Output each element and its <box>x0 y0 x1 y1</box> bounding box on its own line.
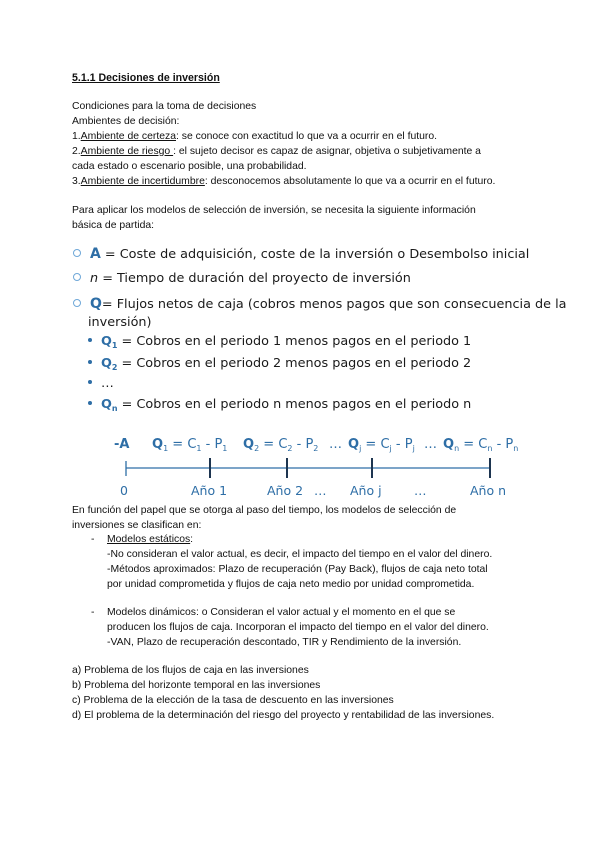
env2-text: : el sujeto decisor es capaz de asignar, objetiva o subjetivamente a <box>173 146 481 157</box>
env1-label: Ambiente de certeza <box>80 131 176 142</box>
intro-line-2: básica de partida: <box>72 220 155 231</box>
env2-num: 2. <box>72 146 81 157</box>
static-line-2: -Métodos aproximados: Plazo de recuperación (Pay Back), flujos de caja neto total <box>107 564 488 575</box>
timeline-top-dots-2: … <box>424 437 437 452</box>
dynamic-line-1: Modelos dinámicos: o Consideran el valor actual y el momento en el que se <box>107 607 456 618</box>
symbol-q1: Q <box>101 334 112 349</box>
environments-title: Ambientes de decisión: <box>72 116 180 127</box>
timeline-label-2: Año 2 <box>267 483 304 498</box>
bullet-q <box>73 296 566 312</box>
bullet-q1-text: = Cobros en el periodo 1 menos pagos en el periodo 1 <box>117 334 472 349</box>
conditions-title: Condiciones para la toma de decisiones <box>72 101 257 112</box>
timeline-label-dots-1: … <box>314 483 327 498</box>
function-line-1: En función del papel que se otorga al paso del tiempo, los modelos de selección de <box>72 505 457 516</box>
bullet-n-text: = Tiempo de duración del proyecto de inversión <box>98 271 411 286</box>
dynamic-dash: - <box>91 607 95 618</box>
timeline-label-j: Año j <box>350 483 382 498</box>
bullet-a <box>73 246 529 262</box>
env1-text: : se conoce con exactitud lo que va a ocurrir en el futuro. <box>175 131 438 142</box>
symbol-qn: Q <box>101 397 112 412</box>
static-dash: - <box>91 534 95 545</box>
bullet-q1 <box>88 334 471 350</box>
environment-risk <box>72 145 481 160</box>
dynamic-line-2: producen los flujos de caja. Incorporan el impacto del tiempo en el valor del dinero. <box>107 622 489 633</box>
env2-label: Ambiente de riesgo <box>80 146 174 157</box>
bullet-ring-icon <box>73 299 81 307</box>
bullet-ellipsis-text: … <box>101 376 114 391</box>
static-line-1: -No consideran el valor actual, es decir, el impacto del tiempo en el valor del dinero. <box>107 549 493 560</box>
env3-num: 3. <box>72 176 81 187</box>
timeline-label-n: Año n <box>470 483 507 498</box>
symbol-q2: Q <box>101 356 112 371</box>
bullet-ring-icon <box>73 273 81 281</box>
environment-certainty <box>72 130 437 145</box>
bullet-dot-icon <box>88 338 92 342</box>
bullet-q-text: = Flujos netos de caja (cobros menos pagos que son consecuencia de la <box>101 297 567 312</box>
bullet-q2-text: = Cobros en el periodo 2 menos pagos en el periodo 2 <box>117 356 472 371</box>
bullet-q2 <box>88 356 471 372</box>
symbol-q2-sub: 2 <box>111 363 118 372</box>
environment-risk-cont: cada estado o escenario posible, una probabilidad. <box>72 161 307 172</box>
bullet-qn-text: = Cobros en el periodo n menos pagos en el periodo n <box>117 397 472 412</box>
symbol-q: Q <box>90 296 102 312</box>
timeline-top-qn: $Q_n = C_n - P_n$ <box>443 437 519 453</box>
function-line-2: inversiones se clasifican en: <box>72 520 202 531</box>
environment-uncertainty <box>72 175 495 190</box>
env1-num: 1. <box>72 131 81 142</box>
timeline-label-0: 0 <box>120 483 128 498</box>
cash-flow-timeline <box>0 432 600 502</box>
problem-d: d) El problema de la determinación del riesgo del proyecto y rentabilidad de las inversiones. <box>72 710 495 721</box>
bullet-dot-icon <box>88 401 92 405</box>
symbol-qn-sub: n <box>111 404 118 413</box>
bullet-q-cont: inversión) <box>88 315 152 330</box>
bullet-dot-icon <box>88 360 92 364</box>
env3-label: Ambiente de incertidumbre <box>80 176 205 187</box>
symbol-q1-sub: 1 <box>111 341 118 350</box>
symbol-a: A <box>90 246 101 262</box>
static-title <box>107 533 193 548</box>
problem-b: b) Problema del horizonte temporal en las inversiones <box>72 680 321 691</box>
bullet-dot-icon <box>88 380 92 384</box>
bullet-qn <box>88 397 471 413</box>
timeline-top-dots-1: … <box>329 437 342 452</box>
section-title: 5.1.1 Decisiones de inversión <box>72 72 220 84</box>
timeline-top-a: -A <box>114 437 130 452</box>
timeline-top-q2: $Q_2 = C_2 - P_2$ <box>243 437 319 453</box>
bullet-n <box>73 271 411 286</box>
static-title-label: Modelos estáticos <box>107 534 191 545</box>
timeline-top-q1: $Q_1 = C_1 - P_1$ <box>152 437 228 453</box>
bullet-ellipsis <box>88 376 114 391</box>
static-line-3: por unidad comprometida y flujos de caja neto medio por unidad comprometida. <box>107 579 475 590</box>
dynamic-line-3: -VAN, Plazo de recuperación descontado, TIR y Rendimiento de la inversión. <box>107 637 462 648</box>
problem-c: c) Problema de la elección de la tasa de descuento en las inversiones <box>72 695 394 706</box>
env3-text: : desconocemos absolutamente lo que va a ocurrir en el futuro. <box>204 176 496 187</box>
timeline-label-dots-2: … <box>414 483 427 498</box>
problem-a: a) Problema de los flujos de caja en las inversiones <box>72 665 309 676</box>
timeline-top-qj: $Q_j = C_j - P_j$ <box>348 437 415 453</box>
bullet-a-text: = Coste de adquisición, coste de la inversión o Desembolso inicial <box>100 247 530 262</box>
intro-line-1: Para aplicar los modelos de selección de inversión, se necesita la siguiente información <box>72 205 476 216</box>
static-title-colon: : <box>190 534 194 545</box>
bullet-ring-icon <box>73 249 81 257</box>
timeline-label-1: Año 1 <box>191 483 228 498</box>
symbol-n: n <box>90 271 99 286</box>
